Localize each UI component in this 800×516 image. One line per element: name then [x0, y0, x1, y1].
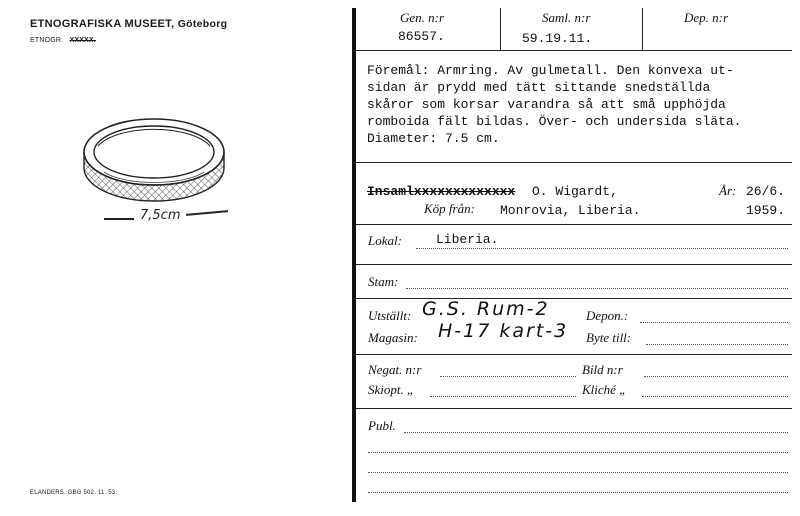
card-divider	[352, 8, 356, 502]
year-label: År:	[719, 183, 737, 198]
publ-line-3	[368, 472, 788, 473]
header-divider-1	[500, 8, 501, 50]
acq-date: 26/6.	[746, 184, 786, 199]
kop-value: Monrovia, Liberia.	[500, 203, 641, 218]
rule-1	[356, 50, 792, 51]
description-line: skåror som korsar varandra så att små upphöjda	[367, 97, 726, 112]
etnogr-line	[30, 37, 96, 44]
publ-label: Publ.	[368, 418, 396, 433]
kliche-line	[642, 396, 788, 397]
utstall-label: Utställt:	[368, 308, 412, 323]
lokal-value: Liberia.	[436, 232, 499, 247]
byte-label: Byte till:	[586, 330, 632, 345]
gen-label: Gen. n:r	[400, 10, 445, 25]
dep-label: Dep. n:r	[684, 10, 729, 25]
museum-name	[30, 18, 227, 30]
museum-city: Göteborg	[177, 18, 228, 30]
depon-label: Depon.:	[586, 308, 629, 323]
printer-imprint: ELANDERS. GBG 502. 11. 53.	[30, 490, 118, 496]
rule-3	[356, 224, 792, 225]
publ-line-4	[368, 492, 788, 493]
kop-label: Köp från:	[424, 201, 475, 216]
bild-label: Bild n:r	[582, 362, 623, 377]
description-line: romboida fält bildas. Över- och undersida släta.	[367, 114, 742, 129]
kliche-label: Kliché „	[582, 382, 627, 397]
rule-7	[356, 408, 792, 409]
description	[367, 62, 787, 147]
description-line: sidan är prydd med tätt sittande snedställda	[367, 80, 711, 95]
saml-value: 59.19.11.	[522, 31, 593, 46]
description-line: Diameter: 7.5 cm.	[367, 131, 500, 146]
etnogr-struck: XXXXX.	[69, 37, 96, 44]
gen-value: 86557.	[398, 29, 445, 44]
description-line: Föremål: Armring. Av gulmetall. Den konvexa ut-	[367, 63, 734, 78]
saml-label: Saml. n:r	[542, 10, 591, 25]
negat-line	[440, 376, 576, 377]
lokal-line	[416, 248, 788, 249]
stam-line	[406, 288, 788, 289]
header-divider-2	[642, 8, 643, 50]
negat-label: Negat. n:r	[368, 362, 422, 377]
rule-2	[356, 162, 792, 163]
utstall-value: G.S. Rum-2	[422, 298, 550, 320]
magasin-label: Magasin:	[368, 330, 418, 345]
byte-line	[646, 344, 788, 345]
depon-line	[640, 322, 788, 323]
rule-6	[356, 354, 792, 355]
bild-line	[644, 376, 788, 377]
stam-label: Stam:	[368, 274, 399, 289]
giver-value: O. Wigardt,	[532, 184, 618, 199]
publ-line-2	[368, 452, 788, 453]
magasin-value: H-17 kart-3	[438, 320, 569, 342]
publ-line-1	[404, 432, 788, 433]
etnogr-label: ETNOGR.	[30, 37, 64, 44]
insaml-struck: Insamlxxxxxxxxxxxxx	[367, 184, 516, 199]
rule-4	[356, 264, 792, 265]
museum-title: ETNOGRAFISKA MUSEET,	[30, 18, 175, 30]
measurement-note: 7,5cm	[140, 208, 181, 223]
skiopt-label: Skiopt. „	[368, 382, 415, 397]
skiopt-line	[430, 396, 576, 397]
measure-dash-left	[104, 218, 134, 220]
armring-drawing	[74, 110, 234, 220]
acq-year: 1959.	[746, 203, 786, 218]
lokal-label: Lokal:	[368, 233, 402, 248]
